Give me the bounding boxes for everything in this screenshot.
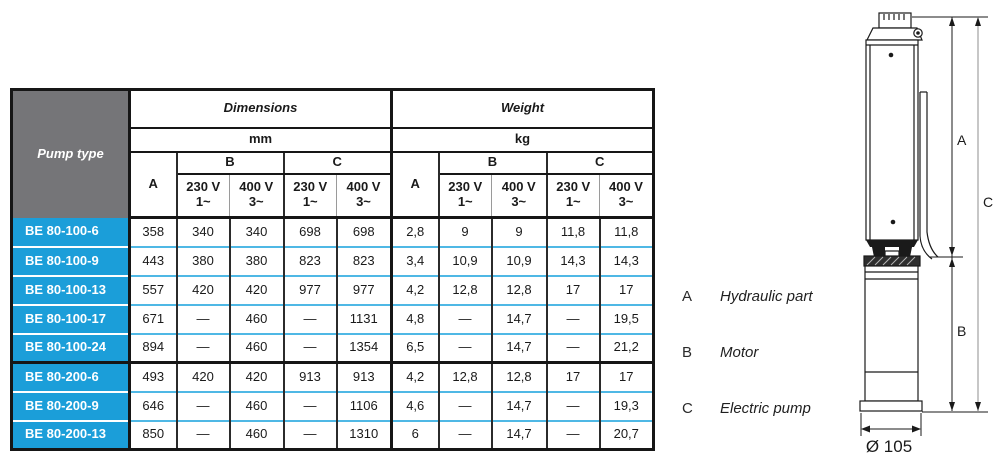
pump-table-body xyxy=(12,218,654,450)
pump-type-cell: BE 80-100-6 xyxy=(12,218,130,247)
value-cell: 493 xyxy=(130,363,177,392)
pump-type-cell: BE 80-100-9 xyxy=(12,247,130,276)
legend-label: Electric pump xyxy=(720,400,811,417)
table-row xyxy=(12,276,654,305)
phase-text: 1~ xyxy=(302,194,318,210)
legend-label: Motor xyxy=(720,344,759,361)
value-cell: 380 xyxy=(177,247,230,276)
pump-type-cell: BE 80-100-24 xyxy=(12,334,130,363)
wt-b-230v-header xyxy=(439,174,492,218)
dim-b-400v-header xyxy=(230,174,284,218)
value-cell: 1106 xyxy=(337,392,392,421)
voltage-text: 400 V xyxy=(239,179,274,195)
dim-c-230v-header xyxy=(284,174,337,218)
voltage-text: 400 V xyxy=(501,179,536,195)
dim-col-c-header: C xyxy=(284,152,392,174)
value-cell: 1310 xyxy=(337,421,392,450)
value-cell: 14,7 xyxy=(492,305,547,334)
value-cell: 340 xyxy=(177,218,230,247)
legend-key: B xyxy=(682,344,693,361)
voltage-text: 230 V xyxy=(448,179,483,195)
value-cell: 380 xyxy=(230,247,284,276)
value-cell: 420 xyxy=(177,363,230,392)
voltage-text: 230 V xyxy=(293,179,328,195)
dim-b-label: B xyxy=(957,323,967,339)
voltage-text: 230 V xyxy=(556,179,591,195)
value-cell: 9 xyxy=(492,218,547,247)
value-cell: 17 xyxy=(600,276,654,305)
value-cell: 10,9 xyxy=(439,247,492,276)
value-cell: 12,8 xyxy=(492,363,547,392)
table-row xyxy=(12,392,654,421)
wt-c-230v-header xyxy=(547,174,600,218)
pump-outline xyxy=(860,13,938,411)
value-cell: 358 xyxy=(130,218,177,247)
weight-header: Weight xyxy=(392,90,654,128)
value-cell: — xyxy=(177,334,230,363)
value-cell: 460 xyxy=(230,305,284,334)
value-cell: 10,9 xyxy=(492,247,547,276)
pump-diagram xyxy=(845,0,1000,464)
value-cell: 420 xyxy=(230,276,284,305)
dim-a-label: A xyxy=(957,132,967,148)
wt-b-400v-header xyxy=(492,174,547,218)
value-cell: 646 xyxy=(130,392,177,421)
phase-text: 1~ xyxy=(565,194,581,210)
value-cell: — xyxy=(284,392,337,421)
value-cell: 17 xyxy=(547,276,600,305)
value-cell: 17 xyxy=(600,363,654,392)
legend-key: C xyxy=(682,400,693,417)
value-cell: 9 xyxy=(439,218,492,247)
value-cell: 850 xyxy=(130,421,177,450)
dim-c-400v-header xyxy=(337,174,392,218)
value-cell: 14,7 xyxy=(492,334,547,363)
value-cell: 913 xyxy=(337,363,392,392)
value-cell: 4,6 xyxy=(392,392,439,421)
kg-unit-header: kg xyxy=(392,128,654,152)
dimensions-header: Dimensions xyxy=(130,90,392,128)
value-cell: — xyxy=(547,334,600,363)
value-cell: — xyxy=(439,305,492,334)
value-cell: 823 xyxy=(284,247,337,276)
voltage-text: 230 V xyxy=(186,179,221,195)
phase-text: 3~ xyxy=(356,194,371,210)
value-cell: 14,7 xyxy=(492,421,547,450)
value-cell: 1354 xyxy=(337,334,392,363)
wt-col-b-header: B xyxy=(439,152,547,174)
phase-text: 3~ xyxy=(248,194,264,210)
value-cell: 340 xyxy=(230,218,284,247)
phase-text: 3~ xyxy=(511,194,527,210)
pump-spec-table xyxy=(10,88,655,451)
legend-key: A xyxy=(682,288,693,305)
value-cell: 460 xyxy=(230,334,284,363)
table-row xyxy=(12,305,654,334)
value-cell: 14,3 xyxy=(600,247,654,276)
pump-type-cell: BE 80-200-13 xyxy=(12,421,130,450)
value-cell: 14,7 xyxy=(492,392,547,421)
table-row xyxy=(12,334,654,363)
value-cell: 17 xyxy=(547,363,600,392)
table-row xyxy=(12,218,654,247)
value-cell: 19,5 xyxy=(600,305,654,334)
value-cell: — xyxy=(439,421,492,450)
legend-label: Hydraulic part xyxy=(720,288,813,305)
value-cell: — xyxy=(547,305,600,334)
value-cell: 443 xyxy=(130,247,177,276)
value-cell: 420 xyxy=(230,363,284,392)
legend-item xyxy=(682,344,842,361)
value-cell: — xyxy=(439,334,492,363)
value-cell: 4,2 xyxy=(392,363,439,392)
value-cell: — xyxy=(439,392,492,421)
mm-unit-header: mm xyxy=(130,128,392,152)
value-cell: 12,8 xyxy=(439,363,492,392)
value-cell: 698 xyxy=(284,218,337,247)
value-cell: 19,3 xyxy=(600,392,654,421)
value-cell: 14,3 xyxy=(547,247,600,276)
value-cell: 420 xyxy=(177,276,230,305)
value-cell: 20,7 xyxy=(600,421,654,450)
value-cell: 977 xyxy=(284,276,337,305)
value-cell: 11,8 xyxy=(614,223,639,239)
value-cell: 11,8 xyxy=(547,218,600,247)
phase-text: 3~ xyxy=(618,194,634,210)
pump-type-cell: BE 80-200-6 xyxy=(12,363,130,392)
value-cell: 4,2 xyxy=(392,276,439,305)
value-cell: 557 xyxy=(130,276,177,305)
value-cell: 6,5 xyxy=(392,334,439,363)
voltage-text: 400 V xyxy=(346,179,381,195)
value-cell: 21,2 xyxy=(600,334,654,363)
value-cell: — xyxy=(177,421,230,450)
value-cell: — xyxy=(284,421,337,450)
value-cell: 6 xyxy=(392,421,439,450)
value-cell: 894 xyxy=(130,334,177,363)
wt-col-c-header: C xyxy=(547,152,654,174)
legend-item xyxy=(682,288,842,305)
value-cell: 12,8 xyxy=(492,276,547,305)
legend-item xyxy=(682,400,842,417)
pump-type-cell: BE 80-200-9 xyxy=(12,392,130,421)
phase-text: 1~ xyxy=(457,194,473,210)
value-cell: — xyxy=(284,334,337,363)
value-cell: 2,8 xyxy=(392,218,439,247)
voltage-text: 400 V xyxy=(609,179,643,195)
pump-type-header: Pump type xyxy=(12,90,130,218)
pump-type-cell: BE 80-100-13 xyxy=(12,276,130,305)
value-cell: — xyxy=(547,421,600,450)
value-cell: 823 xyxy=(337,247,392,276)
value-cell: — xyxy=(284,305,337,334)
wt-col-a-header: A xyxy=(392,152,439,218)
header-row-groups xyxy=(12,90,654,128)
value-cell: 698 xyxy=(337,218,392,247)
value-cell: — xyxy=(547,392,600,421)
dim-col-a-header: A xyxy=(130,152,177,218)
wt-c-400v-header xyxy=(600,174,654,218)
table-row xyxy=(12,247,654,276)
value-cell: 3,4 xyxy=(392,247,439,276)
diameter-label: Ø 105 xyxy=(865,437,913,456)
value-cell: 460 xyxy=(230,392,284,421)
diagram-legend xyxy=(682,288,842,456)
pump-type-cell: BE 80-100-17 xyxy=(12,305,130,334)
value-cell: 12,8 xyxy=(439,276,492,305)
dim-b-230v-header xyxy=(177,174,230,218)
value-cell: — xyxy=(177,392,230,421)
value-cell: — xyxy=(177,305,230,334)
value-cell: 460 xyxy=(230,421,284,450)
table-row xyxy=(12,363,654,392)
value-cell: 913 xyxy=(284,363,337,392)
value-cell: 977 xyxy=(337,276,392,305)
table-row xyxy=(12,421,654,450)
value-cell: 1131 xyxy=(337,305,392,334)
value-cell: 671 xyxy=(130,305,177,334)
dim-c-label: C xyxy=(983,194,994,210)
value-cell: 4,8 xyxy=(392,305,439,334)
dim-col-b-header: B xyxy=(177,152,284,174)
phase-text: 1~ xyxy=(195,194,211,210)
